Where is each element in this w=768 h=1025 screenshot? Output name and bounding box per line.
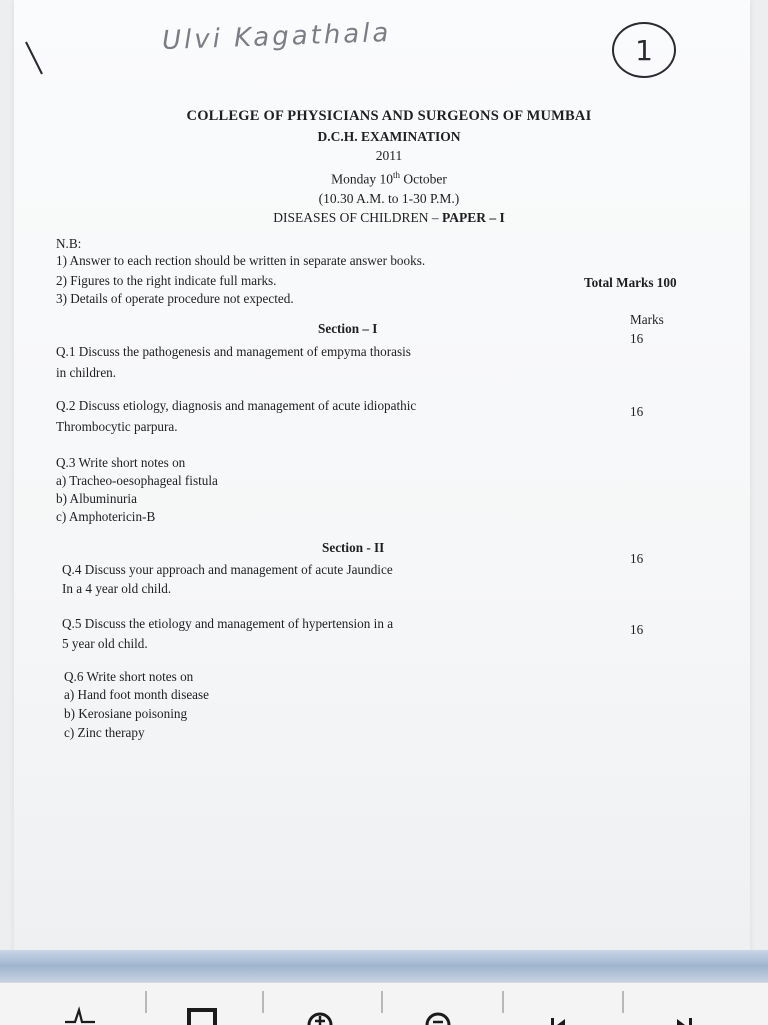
question-q6-line4: c) Zinc therapy	[64, 725, 145, 740]
question-q1-line2: in children.	[56, 365, 117, 380]
question-q5-line1: Q.5 Discuss the etiology and management of hypertension in a	[62, 616, 394, 631]
bottom-toolbar	[0, 982, 768, 1025]
question-q1-line1: Q.1 Discuss the pathogenesis and management of empyma thorasis	[56, 344, 411, 359]
question-q3-line4: c) Amphotericin-B	[56, 509, 156, 524]
question-q3-line3: b) Albuminuria	[56, 491, 137, 506]
crop-icon[interactable]	[182, 1003, 222, 1025]
question-marks: 16	[630, 551, 644, 566]
question-marks: 16	[630, 622, 644, 637]
previous-icon[interactable]	[536, 1003, 576, 1025]
question-q5-line2: 5 year old child.	[62, 636, 148, 651]
question-q2-line2: Thrombocytic parpura.	[56, 419, 178, 434]
question-marks: 16	[630, 404, 644, 419]
question-q2-line1: Q.2 Discuss etiology, diagnosis and management of acute idiopathic	[56, 398, 417, 413]
page-number-circle	[612, 22, 676, 78]
question-q6-line1: Q.6 Write short notes on	[64, 669, 194, 684]
toolbar-separator	[622, 991, 624, 1013]
pen-tick-mark	[24, 40, 54, 80]
marks-header: Marks	[630, 312, 664, 327]
question-q3-line1: Q.3 Write short notes on	[56, 455, 186, 470]
toolbar-separator	[381, 991, 383, 1013]
college-name: COLLEGE OF PHYSICIANS AND SURGEONS OF MUMBAI	[186, 108, 592, 124]
question-q3-line2: a) Tracheo-oesophageal fistula	[56, 473, 218, 488]
exam-name: D.C.H. EXAMINATION	[317, 128, 461, 144]
note-item: 2) Figures to the right indicate full marks.	[56, 273, 277, 288]
notes-title: N.B:	[56, 236, 82, 251]
exam-header	[184, 107, 594, 228]
section-title: Section - II	[322, 540, 385, 555]
exam-time: (10.30 A.M. to 1-30 P.M.)	[318, 190, 460, 206]
question-marks: 16	[630, 331, 644, 346]
section-title: Section – I	[318, 321, 378, 336]
exam-year: 2011	[375, 148, 403, 163]
toolbar-separator	[502, 991, 504, 1013]
toolbar-separator	[262, 991, 264, 1013]
question-q6-line2: a) Hand foot month disease	[64, 687, 210, 702]
page-number: 1	[635, 33, 653, 67]
question-q6-line3: b) Kerosiane poisoning	[64, 706, 188, 721]
note-item: 1) Answer to each rection should be written in separate answer books.	[56, 253, 426, 268]
next-icon[interactable]	[668, 1003, 708, 1025]
scanned-page	[14, 0, 750, 955]
signature-icon[interactable]	[60, 1003, 100, 1025]
exam-subject: DISEASES OF CHILDREN – PAPER – I	[273, 210, 505, 225]
note-item: 3) Details of operate procedure not expected.	[56, 291, 294, 306]
question-q4-line2: In a 4 year old child.	[62, 581, 172, 596]
toolbar-separator	[145, 991, 147, 1013]
question-q4-line1: Q.4 Discuss your approach and management of acute Jaundice	[62, 562, 393, 577]
exam-date: Monday 10th October	[331, 169, 447, 186]
rotate-icon[interactable]	[418, 1003, 458, 1025]
scanner-edge-band	[0, 950, 768, 982]
total-marks: Total Marks 100	[584, 275, 677, 290]
add-icon[interactable]	[300, 1003, 340, 1025]
handwritten-name: Ulvi Kagathala	[161, 18, 392, 56]
